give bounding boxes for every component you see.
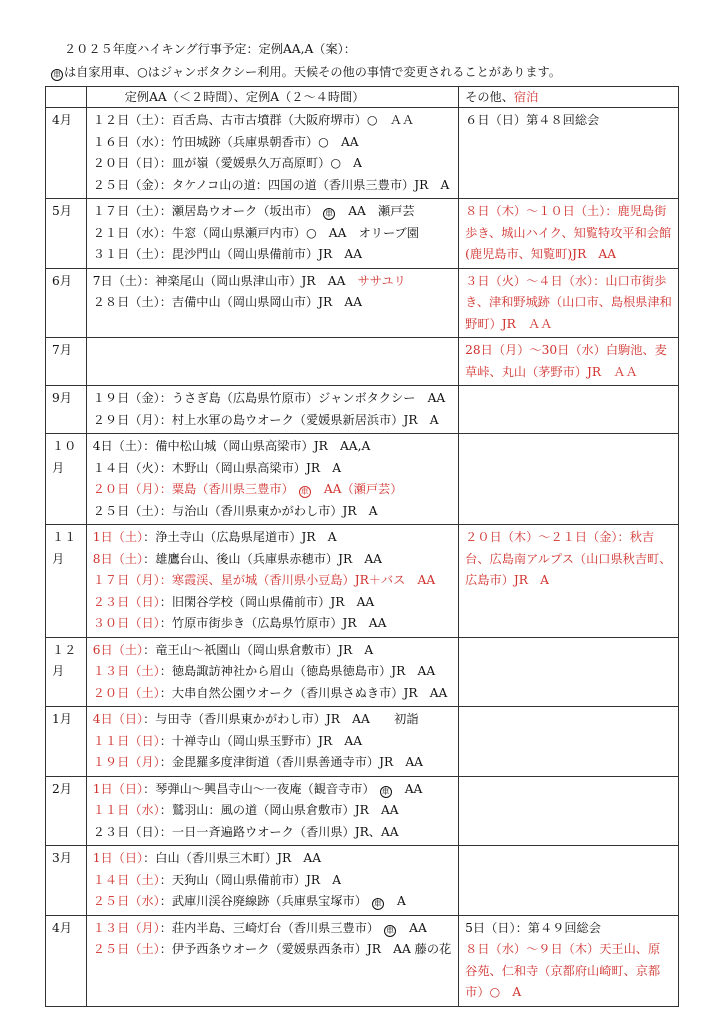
events-cell (86, 434, 458, 525)
event-text: ：鷲羽山：風の道（岡山県倉敷市）JR AA (159, 803, 399, 817)
event-text: ：神楽尾山（岡山県津山市）JR AA (143, 273, 346, 288)
other-cell (459, 338, 679, 386)
event-text: ：瀬居島ウオーク（坂出市） (159, 204, 319, 218)
event-after: AA（瀬戸芸） (323, 482, 403, 496)
event-item (93, 661, 452, 683)
event-date: 1日（日） (92, 781, 144, 796)
event-text: ：竹原市街歩き（広島県竹原市）JR AA (159, 616, 387, 630)
events-cell (86, 915, 458, 1006)
other-item: ３日（火）～４日（水）：山口市街歩き、津和野城跡（山口市、島根県津和野町）JR ＡＡ (465, 273, 672, 331)
event-item (93, 410, 452, 432)
event-text: ：吉備中山（岡山県岡山市）JR AA (159, 295, 363, 309)
table-row (46, 776, 679, 846)
schedule-table (45, 86, 679, 1007)
event-date: 7日（土） (92, 273, 144, 288)
table-row (46, 268, 679, 338)
table-row (46, 637, 679, 707)
event-item (93, 458, 452, 480)
event-date: ２５日（土） (92, 503, 160, 518)
event-date: ２０日（土） (92, 685, 160, 700)
car-icon: 車 (385, 925, 394, 935)
event-suffix: ササユリ (357, 273, 406, 288)
schedule-body (46, 108, 679, 1007)
other-item: ８日（水）～９日（木）天王山、原谷苑、仁和寺（京都府山崎町、京都市）○ A (465, 942, 661, 999)
event-after: AA (409, 920, 427, 935)
other-item: ８日（木）～１０日（土）：鹿児島街歩き、城山ハイク、知覧特攻平和会館(鹿児島市、知覧町)JR AA (465, 204, 672, 261)
event-item (93, 388, 452, 410)
event-text: ：タケノコ山の道：四国の道（香川県三豊市）JR A (159, 177, 450, 192)
event-item (93, 479, 452, 501)
table-row (46, 707, 679, 777)
event-text: ：毘沙門山（岡山県備前市）JR AA (159, 247, 363, 261)
events-cell (86, 637, 458, 707)
event-date: ３０日（日） (92, 616, 160, 630)
event-text: ：金毘羅多度津街道（香川県善通寺市）JR AA (159, 755, 423, 769)
event-item (93, 870, 452, 892)
event-item (93, 549, 452, 571)
month-cell: 7月 (46, 338, 87, 386)
car-icon: 車 (373, 899, 382, 908)
event-text: ：琴弾山～興昌寺山～一夜庵（観音寺市） (143, 781, 375, 796)
header-other-label: その他、 (465, 90, 514, 104)
month-cell: 4月 (46, 108, 87, 199)
document-title: ２０２５年度ハイキング行事予定：定例AA,A（案）： (64, 42, 356, 56)
table-row (46, 199, 679, 269)
month-cell: 2月 (46, 776, 87, 846)
event-date: ２１日（水） (92, 225, 160, 240)
event-text: ：浄土寺山（広島県尾道市）JR A (143, 530, 337, 544)
event-item (93, 640, 452, 662)
event-date: 4日（土） (92, 439, 144, 453)
car-icon: 車 (325, 209, 334, 218)
other-cell (459, 386, 679, 434)
event-text: ：徳島諏訪神社から眉山（徳島県徳島市）JR AA (159, 664, 436, 678)
event-text: ：百舌鳥、古市古墳群（大阪府堺市）○ ＡＡ (159, 113, 415, 127)
event-text: ：武庫川渓谷廃線跡（兵庫県宝塚市） (159, 894, 367, 908)
event-text: ：荘内半島、三崎灯台（香川県三豊市） (159, 920, 380, 935)
month-cell: 9月 (46, 386, 87, 434)
other-cell (459, 268, 679, 338)
events-cell (86, 707, 458, 777)
event-item (93, 110, 452, 132)
other-item: ６日（日）第４８回総会 (465, 113, 600, 127)
events-cell (86, 108, 458, 199)
note-text: は自家用車、○はジャンボタクシー利用。天候その他の事情で変更されることがあります。 (64, 65, 561, 79)
table-row (46, 386, 679, 434)
event-item (93, 752, 452, 774)
event-date: ２５日（金） (92, 177, 160, 192)
other-cell (459, 434, 679, 525)
event-item (93, 822, 452, 844)
event-text: ：木野山（岡山県高梁市）JR A (159, 460, 342, 475)
event-item (93, 292, 452, 314)
event-date: ２０日（月） (92, 482, 160, 496)
header-other-cell (459, 87, 679, 108)
event-date: １３日（月） (92, 920, 160, 935)
event-date: １２日（土） (92, 113, 160, 127)
event-date: ２５日（水） (92, 894, 160, 908)
event-date: １１日（水） (92, 803, 160, 817)
month-cell: 6月 (46, 268, 87, 338)
event-item (93, 918, 452, 940)
month-cell: 5月 (46, 199, 87, 269)
event-date: １７日（月） (92, 573, 160, 587)
events-cell (86, 268, 458, 338)
event-item (93, 800, 452, 822)
event-item (93, 592, 452, 614)
other-cell (459, 108, 679, 199)
other-cell (459, 776, 679, 846)
event-item (93, 939, 452, 961)
month-cell: １０月 (46, 434, 87, 525)
event-date: ２３日（日） (92, 824, 160, 839)
event-text: ：与田寺（香川県東かがわし市）JR AA 初詣 (143, 712, 419, 726)
event-text: ：村上水軍の島ウオーク（愛媛県新居浜市）JR A (159, 412, 439, 427)
month-cell: 4月 (46, 915, 87, 1006)
event-item (93, 244, 452, 266)
event-text: ：寒霞渓、星が城（香川県小豆島）JR＋バス AA (159, 573, 436, 587)
events-cell (86, 386, 458, 434)
car-icon: 車 (53, 70, 61, 79)
event-item (93, 132, 452, 154)
event-item (93, 223, 452, 245)
event-text: ：皿が嶺（愛媛県久万高原町）○ A (159, 156, 362, 170)
event-text: ：旧閑谷学校（岡山県備前市）JR AA (159, 594, 375, 609)
event-date: １４日（火） (92, 460, 160, 475)
event-text: ：天狗山（岡山県備前市）JR A (159, 872, 342, 887)
other-cell (459, 637, 679, 707)
event-text: ：備中松山城（岡山県高梁市）JR AA,A (143, 439, 371, 453)
header-other-red-label: 宿泊 (513, 90, 539, 104)
other-cell (459, 846, 679, 916)
event-item (93, 613, 452, 635)
event-date: ２８日（土） (92, 295, 160, 309)
event-item (93, 731, 452, 753)
event-text: ：一日一斉遍路ウオーク（香川県）JR、AA (159, 824, 399, 839)
event-after: AA (404, 781, 423, 796)
car-icon: 車 (381, 786, 390, 796)
event-date: １１日（日） (92, 733, 160, 748)
table-row (46, 108, 679, 199)
event-date: １３日（土） (92, 664, 160, 678)
event-date: 1日（日） (92, 851, 144, 865)
event-date: 4日（日） (92, 712, 144, 726)
car-icon: 車 (300, 487, 309, 496)
event-date: ２５日（土） (92, 942, 160, 956)
header-main-cell (86, 87, 458, 108)
event-text: ：伊予西条ウオーク（愛媛県西条市）JR AA 藤の花 (159, 942, 452, 956)
event-date: 1日（土） (92, 530, 144, 544)
other-cell (459, 915, 679, 1006)
event-text: ：雄鷹台山、後山（兵庫県赤穂市）JR AA (143, 551, 382, 566)
other-cell (459, 707, 679, 777)
events-cell (86, 199, 458, 269)
event-item (93, 891, 452, 913)
event-text: ：粟島（香川県三豊市） (159, 482, 294, 496)
month-cell: 3月 (46, 846, 87, 916)
month-cell: １２月 (46, 637, 87, 707)
event-text: ：竹田城跡（兵庫県朝香市）○ AA (159, 134, 359, 149)
event-item (93, 848, 452, 870)
event-date: 8日（土） (92, 551, 144, 566)
document-note (50, 63, 561, 81)
event-after: A (396, 894, 406, 908)
table-row (46, 338, 679, 386)
month-cell: 1月 (46, 707, 87, 777)
event-date: ３１日（土） (92, 247, 160, 261)
other-item: 28日（月）～30日（水）白駒池、麦草峠、丸山（茅野市）JR ＡＡ (465, 343, 667, 379)
event-text: ：牛窓（岡山県瀬戸内市）○ AA オリーブ園 (159, 225, 419, 240)
event-item (93, 271, 452, 293)
other-item: 5日（日）：第４９回総会 (465, 920, 601, 935)
event-date: ２９日（月） (92, 412, 160, 427)
event-item (93, 570, 452, 592)
header-month-cell (46, 87, 87, 108)
event-item (93, 175, 452, 197)
other-item: ２０日（木）～２１日（金）：秋吉台、広島南アルプス（山口県秋吉町、広島市）JR A (465, 530, 672, 587)
event-date: １６日（水） (92, 134, 160, 149)
event-after: AA 瀬戸芸 (348, 204, 415, 218)
event-date: ２０日（日） (92, 156, 160, 170)
events-cell (86, 776, 458, 846)
table-row (46, 915, 679, 1006)
event-item (93, 436, 452, 458)
other-cell (459, 199, 679, 269)
event-text: ：大串自然公園ウオーク（香川県さぬき市）JR AA (159, 685, 448, 700)
table-row (46, 525, 679, 638)
event-text: ：竜王山～祇園山（岡山県倉敷市）JR A (143, 642, 374, 657)
event-item (93, 709, 452, 731)
table-row (46, 434, 679, 525)
events-cell (86, 338, 458, 386)
event-item (93, 683, 452, 705)
event-item (93, 201, 452, 223)
header-main-label: 定例AA（＜２時間）、定例A（２～４時間） (124, 90, 365, 104)
event-item (93, 527, 452, 549)
table-header-row (46, 87, 679, 108)
month-cell: １１月 (46, 525, 87, 638)
table-row (46, 846, 679, 916)
event-text: ：白山（香川県三木町）JR AA (143, 851, 322, 865)
event-date: ２３日（日） (92, 594, 160, 609)
event-item (93, 779, 452, 801)
other-cell (459, 525, 679, 638)
event-date: １７日（土） (92, 204, 160, 218)
event-text: ：与治山（香川県東かがわし市）JR A (159, 503, 378, 518)
event-date: １９日（金） (92, 391, 160, 405)
event-text: ：十禅寺山（岡山県玉野市）JR AA (159, 733, 363, 748)
events-cell (86, 525, 458, 638)
event-date: 6日（土） (92, 642, 144, 657)
event-item (93, 501, 452, 523)
event-date: １９日（月） (92, 755, 160, 769)
event-item (93, 153, 452, 175)
events-cell (86, 846, 458, 916)
event-date: １４日（土） (92, 872, 160, 887)
event-text: ：うさぎ島（広島県竹原市）ジャンボタクシー AA (159, 391, 446, 405)
